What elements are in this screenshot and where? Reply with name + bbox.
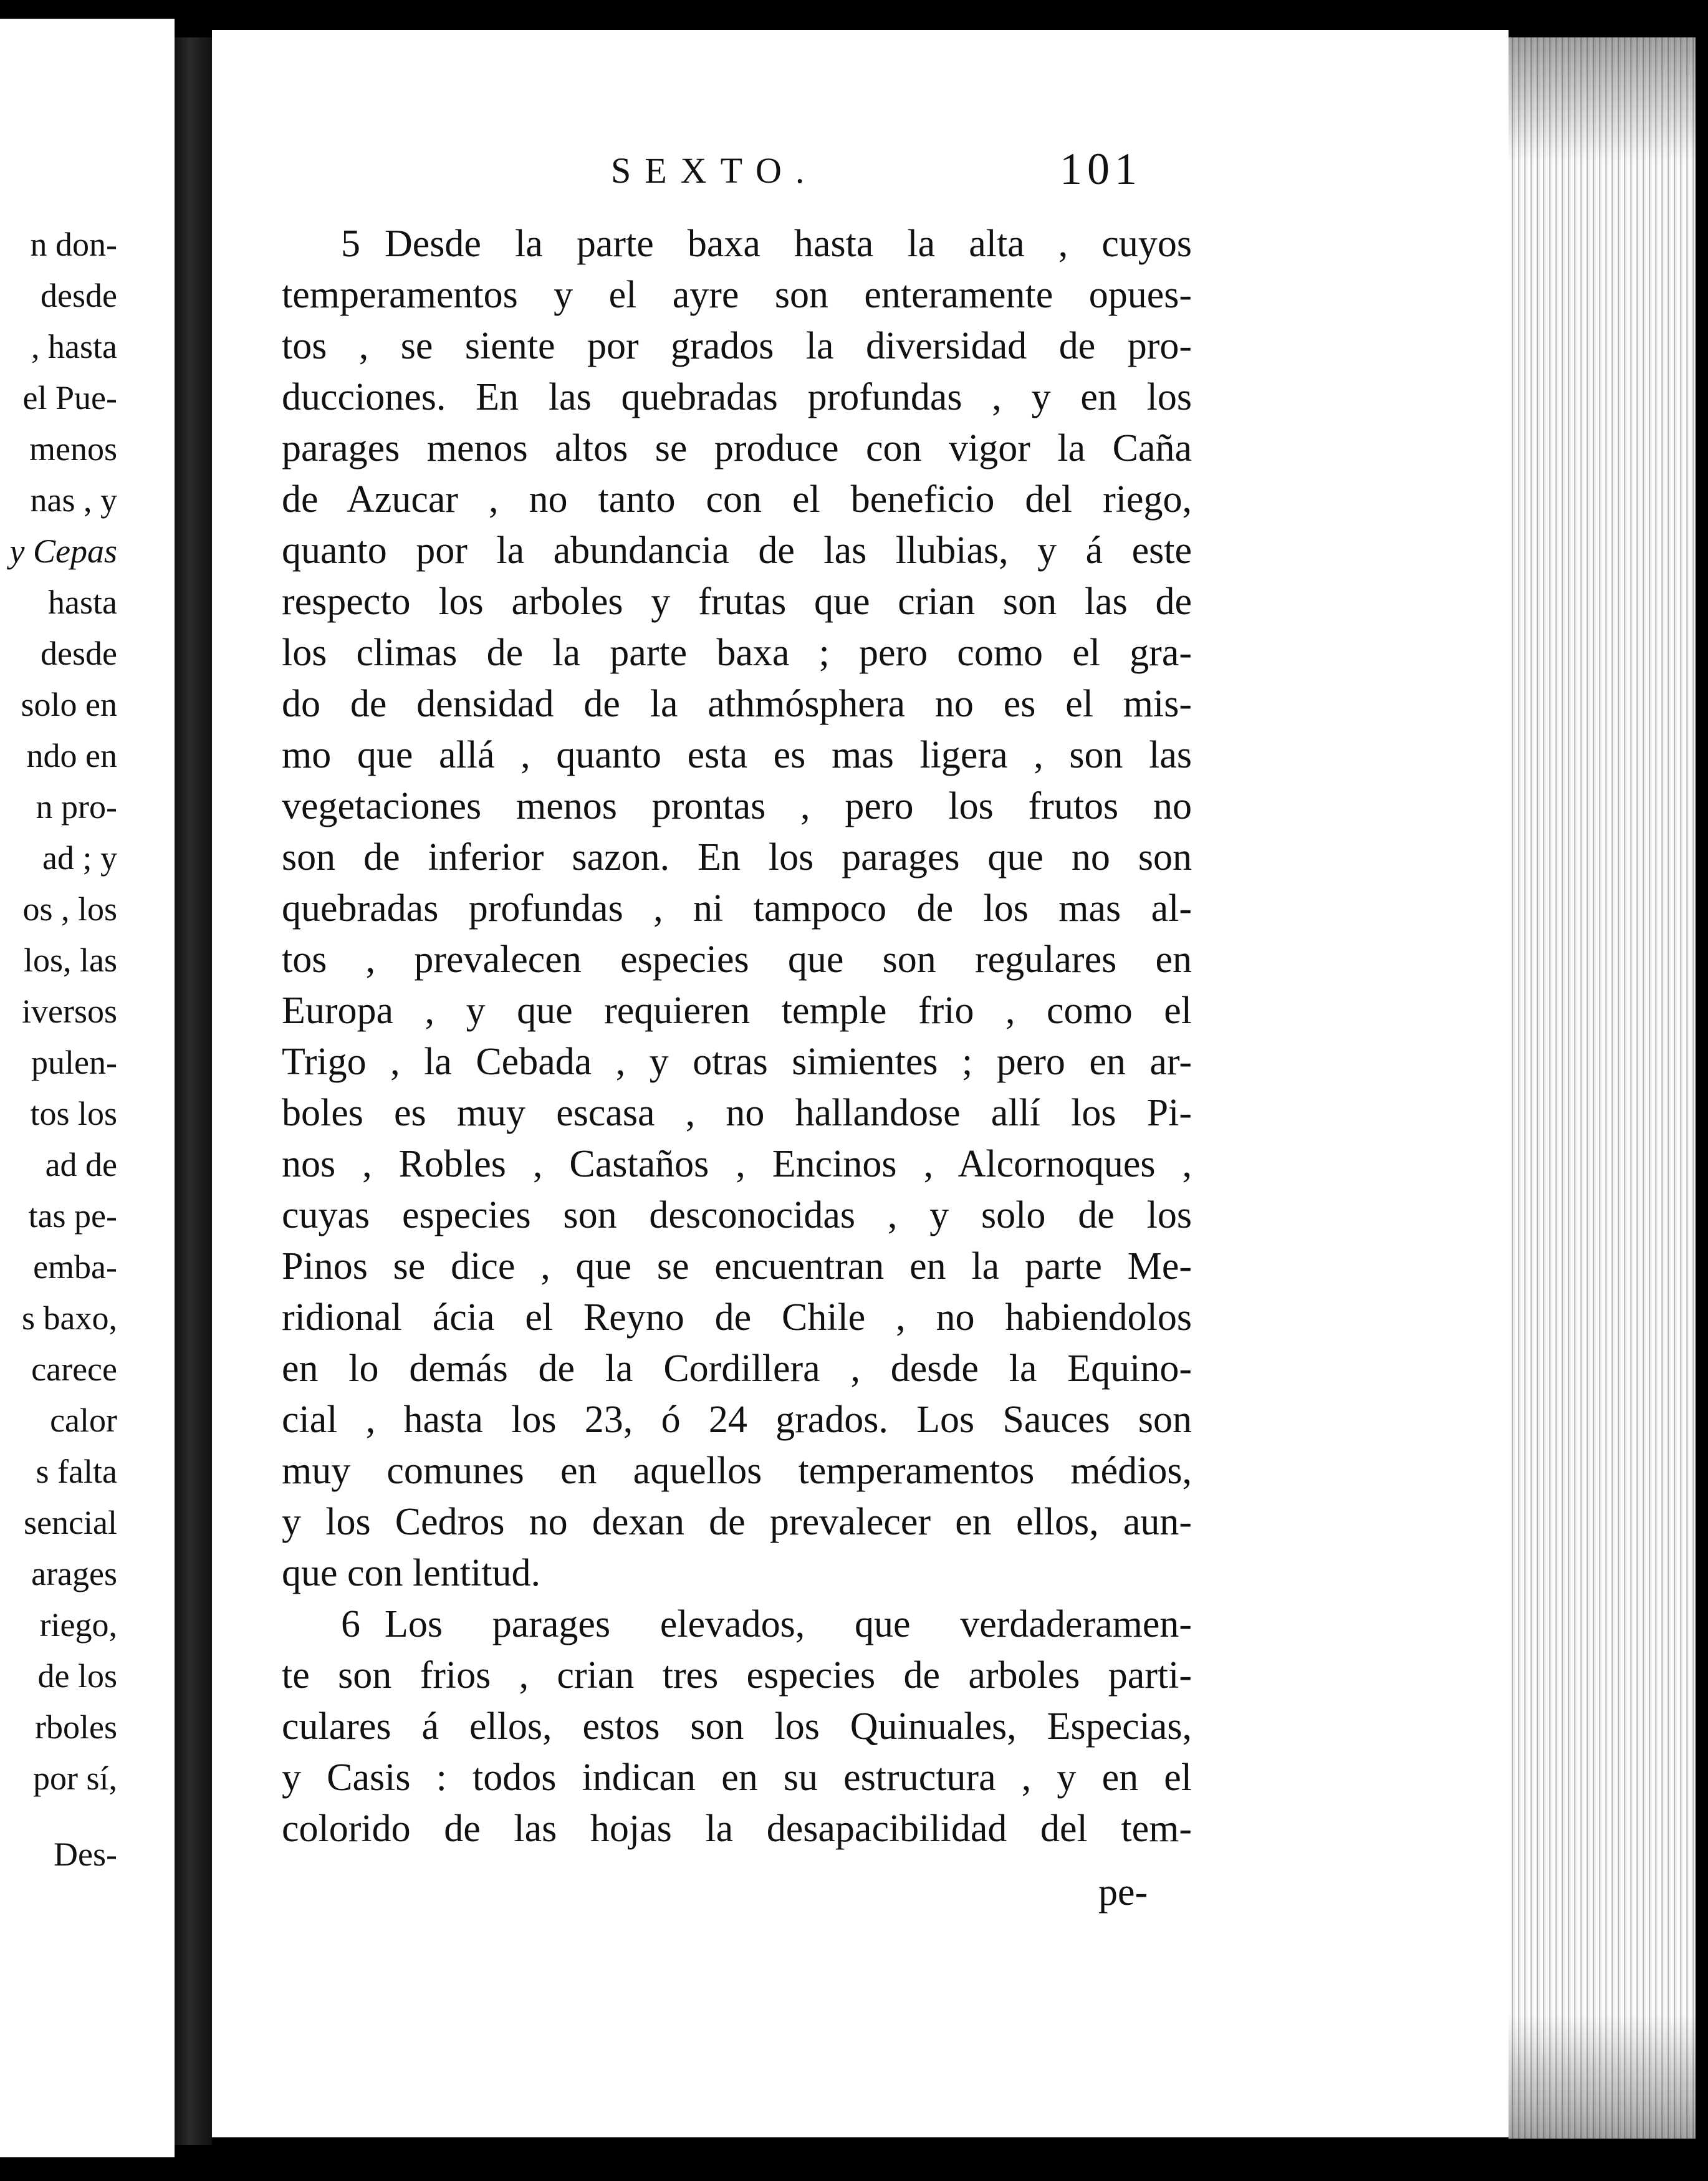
line-text: cuyas especies son desconocidas , y solo de los [282,1194,1192,1236]
text-line [282,218,1192,269]
left-page-line: carece [31,1350,117,1388]
line-text: Europa , y que requieren temple frio , como el [282,989,1192,1032]
page-edges [1509,37,1696,2139]
line-text: tos , prevalecen especies que son regulares en [282,938,1192,981]
left-page-line: los, las [23,941,117,979]
left-page-line: de los [37,1657,117,1695]
line-text: colorido de las hojas la desapacibilidad del tem- [282,1808,1192,1850]
line-text: de Azucar , no tanto con el beneficio del riego, [282,478,1192,521]
line-text: tos , se siente por grados la diversidad de pro- [282,325,1192,367]
line-text: Pinos se dice , que se encuentran en la parte Me- [282,1245,1192,1288]
line-text: son de inferior sazon. En los parages que no son [282,836,1192,879]
text-line [282,1599,1192,1650]
line-text: quanto por la abundancia de las llubias, y á este [282,529,1192,572]
text-line [282,576,1192,627]
paragraph-number: 6 [341,1603,360,1645]
text-line [282,678,1192,729]
line-text: culares á ellos, estos son los Quinuales, Especias, [282,1705,1192,1748]
line-text: Trigo , la Cebada , y otras simientes ; pero en ar- [282,1041,1192,1083]
text-line [282,1139,1192,1190]
line-text: muy comunes en aquellos temperamentos médios, [282,1450,1192,1492]
left-page-line: emba- [33,1248,117,1286]
left-page-line: hasta [48,584,117,621]
text-line [282,729,1192,781]
text-line [282,1650,1192,1701]
line-text: te son frios , crian tres especies de arboles parti- [282,1654,1192,1697]
left-page-line: , hasta [31,328,117,365]
text-line [282,1701,1192,1752]
line-text: ridional ácia el Reyno de Chile , no habiendolos [282,1296,1192,1339]
text-line [282,1343,1192,1394]
line-text: vegetaciones menos prontas , pero los frutos no [282,785,1192,827]
left-page-line: ad ; y [42,839,117,877]
left-page-line: sencial [24,1504,117,1541]
text-line [282,934,1192,985]
body-text [282,218,1192,1854]
left-page-line: nas , y [30,481,117,519]
left-page-line: n pro- [36,788,117,826]
left-page-line: tas pe- [28,1197,117,1235]
page-number: 101 [1060,144,1142,194]
left-page-line: ad de [45,1146,117,1183]
text-line [282,320,1192,372]
line-text: respecto los arboles y frutas que crian son las de [282,580,1192,623]
text-line [282,627,1192,678]
left-page-line: ndo en [26,737,117,774]
left-page-line: riego, [39,1606,117,1644]
line-text: nos , Robles , Castaños , Encinos , Alcornoques , [282,1143,1192,1185]
line-text: mo que allá , quanto esta es mas ligera , son las [282,734,1192,776]
text-line [282,1752,1192,1803]
text-line [282,985,1192,1036]
text-line [282,525,1192,576]
left-page-line: iversos [22,993,117,1030]
line-text: que con lentitud. [282,1552,540,1594]
text-line [282,781,1192,832]
left-page-line: rboles [35,1708,117,1746]
line-text: los climas de la parte baxa ; pero como el gra- [282,632,1192,674]
text-line [282,1292,1192,1343]
text-line [282,474,1192,525]
left-page-line: el Pue- [22,379,117,416]
catchword: pe- [1098,1871,1148,1914]
text-line [282,423,1192,474]
left-page-line: y Cepas [9,532,117,570]
text-line [282,1548,1192,1599]
left-page-line: por sí, [33,1760,117,1797]
left-page-line: s baxo, [22,1299,117,1337]
line-text: temperamentos y el ayre son enteramente opues- [282,274,1192,316]
left-page-line: calor [50,1402,117,1439]
text-line [282,1394,1192,1445]
text-line [282,1241,1192,1292]
text-line [282,1803,1192,1854]
line-text: Desde la parte baxa hasta la alta , cuyos [385,223,1192,265]
left-page-line: desde [41,277,117,314]
left-page-line: tos los [30,1095,117,1132]
line-text: boles es muy escasa , no hallandose allí los Pi- [282,1092,1192,1134]
line-text: Los parages elevados, que verdaderamen- [385,1603,1192,1645]
text-line [282,269,1192,320]
line-text: do de densidad de la athmósphera no es el mis- [282,683,1192,725]
text-line [282,372,1192,423]
left-page-line: arages [31,1555,117,1592]
running-head: SEXTO. [611,150,818,191]
facing-page-left [0,19,175,2157]
line-text: en lo demás de la Cordillera , desde la Equino- [282,1347,1192,1390]
line-text: ducciones. En las quebradas profundas , y en los [282,376,1192,418]
left-page-line: solo en [21,686,117,723]
paragraph-number: 5 [341,223,360,265]
left-page-line: menos [29,430,117,468]
left-page-line: desde [41,635,117,672]
line-text: parages menos altos se produce con vigor la Caña [282,427,1192,469]
text-line [282,832,1192,883]
line-text: cial , hasta los 23, ó 24 grados. Los Sauces son [282,1399,1192,1441]
line-text: y los Cedros no dexan de prevalecer en ellos, aun- [282,1501,1192,1543]
text-line [282,883,1192,934]
line-text: y Casis : todos indican en su estructura , y en el [282,1756,1192,1799]
text-line [282,1036,1192,1087]
left-page-line: n don- [30,226,117,263]
left-page-line: Des- [54,1836,117,1873]
text-line [282,1087,1192,1139]
line-text: quebradas profundas , ni tampoco de los mas al- [282,887,1192,930]
text-line [282,1190,1192,1241]
book-gutter [175,37,212,2145]
text-line [282,1496,1192,1548]
text-line [282,1445,1192,1496]
left-page-line: s falta [36,1453,117,1490]
left-page-line: pulen- [31,1044,117,1081]
left-page-line: os , los [22,890,117,928]
